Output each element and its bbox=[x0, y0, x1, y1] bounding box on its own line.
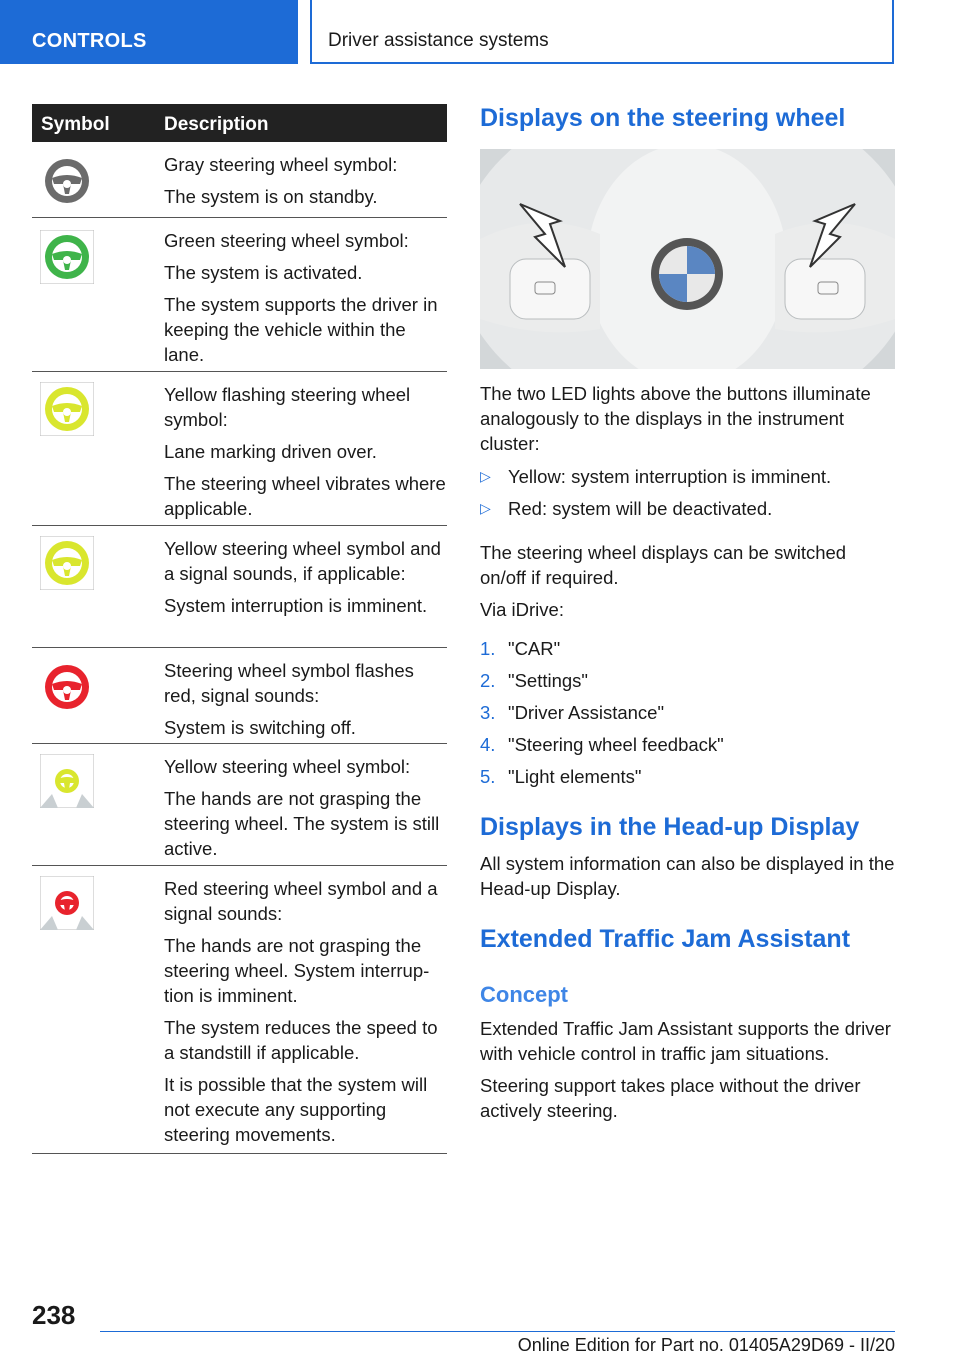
table-row bbox=[32, 526, 447, 648]
row-text: The steering wheel vibrates where applicable. bbox=[164, 473, 446, 519]
section-tab bbox=[0, 0, 298, 64]
red-hands-off-wheel-icon bbox=[40, 876, 94, 930]
yellow-steering-wheel-icon bbox=[40, 536, 94, 590]
paragraph-hud: All system information can also be displayed in the Head-up Display. bbox=[480, 853, 895, 899]
row-text: Steering wheel symbol flashes red, signal sounds: bbox=[164, 660, 414, 706]
yellow-hands-off-wheel-icon bbox=[40, 754, 94, 808]
row-text: It is possible that the system will not execute any supporting steering movements. bbox=[164, 1074, 428, 1145]
row-text: The system supports the driver in keeping the vehicle within the lane. bbox=[164, 294, 438, 365]
table-row bbox=[32, 218, 447, 372]
triangle-bullet-icon: ▷ bbox=[480, 468, 491, 484]
row-text: System is switching off. bbox=[164, 717, 356, 738]
col-symbol-header: Symbol bbox=[41, 114, 110, 135]
row-text: System interruption is imminent. bbox=[164, 595, 428, 616]
section-title: CONTROLS bbox=[32, 30, 147, 52]
paragraph-concept-1: Extended Traffic Jam Assistant supports the driver with vehicle control in traffic jam situations. bbox=[480, 1018, 891, 1064]
step-text: "Driver Assistance" bbox=[508, 702, 665, 723]
paragraph-led: The two LED lights above the buttons illuminate analogously to the displays in the instrument cluster: bbox=[480, 383, 871, 454]
step-number: 2. bbox=[480, 670, 496, 691]
col-description-header: Description bbox=[164, 114, 269, 135]
paragraph-concept-2: Steering support takes place without the driver actively steering. bbox=[480, 1075, 861, 1121]
step-number: 5. bbox=[480, 766, 496, 787]
row-text: Yellow steering wheel symbol and a signal sounds, if applicable: bbox=[164, 538, 441, 584]
table-row bbox=[32, 142, 447, 218]
chapter-title: Driver assistance systems bbox=[328, 30, 549, 51]
row-text: Yellow steering wheel symbol: bbox=[164, 756, 411, 777]
row-text: Red steering wheel symbol and a signal sounds: bbox=[164, 878, 438, 924]
heading-extended-traffic-jam-assistant: Extended Traffic Jam Assistant bbox=[480, 925, 851, 953]
row-text: The hands are not grasping the steering wheel. System interruption is imminent. bbox=[164, 935, 430, 1006]
chapter-tab bbox=[310, 0, 894, 64]
yellow-flashing-steering-wheel-icon bbox=[40, 382, 94, 436]
step-text: "Settings" bbox=[508, 670, 588, 691]
triangle-bullet-icon: ▷ bbox=[480, 500, 491, 516]
row-text: Green steering wheel symbol: bbox=[164, 230, 409, 251]
bullet-text: Red: system will be deactivated. bbox=[508, 498, 773, 519]
bullet-text: Yellow: system interruption is imminent. bbox=[508, 466, 832, 487]
row-text: Lane marking driven over. bbox=[164, 441, 377, 462]
footer-divider bbox=[100, 1331, 895, 1332]
heading-displays-steering-wheel: Displays on the steering wheel bbox=[480, 104, 846, 132]
row-text: The system is activated. bbox=[164, 262, 363, 283]
step-number: 4. bbox=[480, 734, 496, 755]
table-row bbox=[32, 372, 447, 526]
row-text: The hands are not grasping the steering wheel. The system is still active. bbox=[164, 788, 440, 859]
gray-steering-wheel-icon bbox=[40, 154, 94, 208]
steering-wheel-image bbox=[480, 149, 895, 369]
green-steering-wheel-icon bbox=[40, 230, 94, 284]
step-number: 1. bbox=[480, 638, 496, 659]
table-header bbox=[32, 104, 447, 142]
step-text: "Light elements" bbox=[508, 766, 642, 787]
heading-head-up-display: Displays in the Head-up Display bbox=[480, 813, 860, 841]
paragraph-via: Via iDrive: bbox=[480, 599, 564, 620]
step-text: "Steering wheel feedback" bbox=[508, 734, 724, 755]
page-number: 238 bbox=[32, 1300, 76, 1330]
table-row bbox=[32, 866, 447, 1154]
edition-note: Online Edition for Part no. 01405A29D69 - II/20 bbox=[517, 1335, 895, 1355]
table-row bbox=[32, 744, 447, 866]
red-steering-wheel-icon bbox=[40, 660, 94, 714]
row-text: The system reduces the speed to a standstill if applicable. bbox=[164, 1017, 438, 1063]
symbol-table bbox=[32, 104, 447, 1154]
paragraph-switch: The steering wheel displays can be switched on/off if required. bbox=[480, 542, 847, 588]
table-row bbox=[32, 648, 447, 744]
steering-wheel-photo bbox=[480, 149, 895, 369]
row-text: Yellow flashing steering wheel symbol: bbox=[164, 384, 411, 430]
step-text: "CAR" bbox=[508, 638, 561, 659]
step-number: 3. bbox=[480, 702, 496, 723]
row-text: The system is on standby. bbox=[164, 186, 378, 207]
heading-concept: Concept bbox=[480, 982, 568, 1007]
row-text: Gray steering wheel symbol: bbox=[164, 154, 398, 175]
